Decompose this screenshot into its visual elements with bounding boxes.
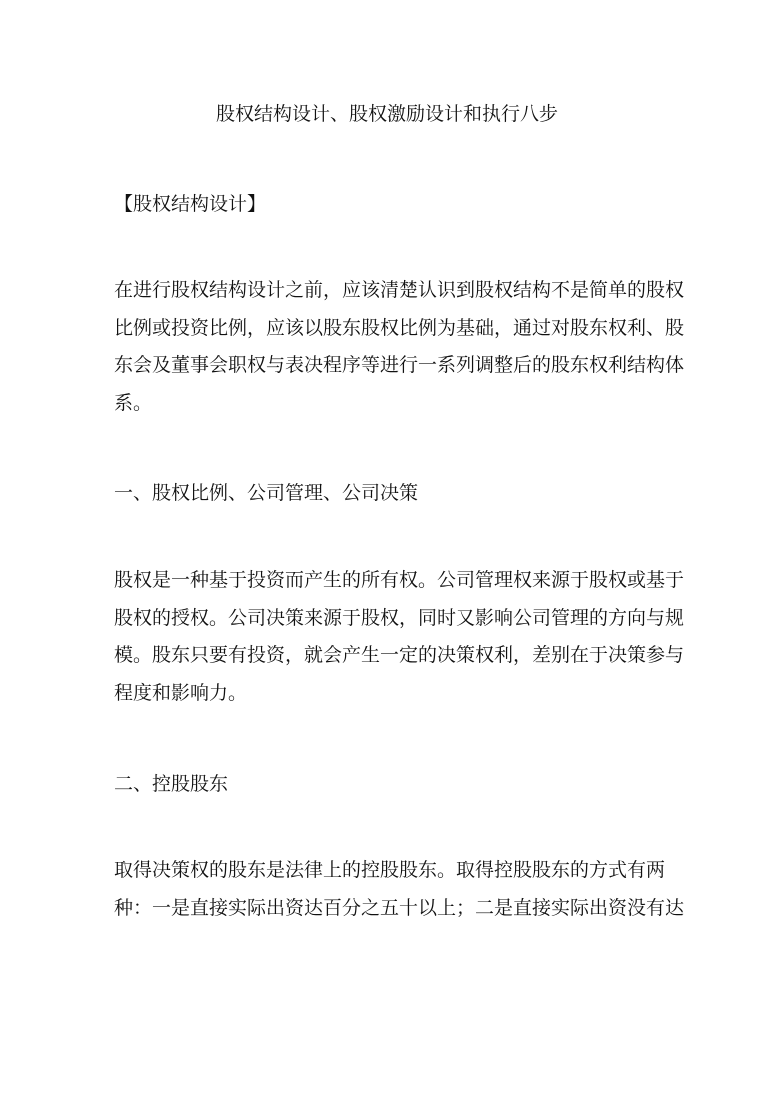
document-title: 股权结构设计、股权激励设计和执行八步 [215,103,558,125]
paragraph-line: 在进行股权结构设计之前，应该清楚认识到股权结构不是简单的股权 [114,279,685,301]
paragraph-line: 股权的授权。公司决策来源于股权，同时又影响公司管理的方向与规 [114,606,685,629]
heading-2: 二、控股股东 [114,773,229,795]
paragraph-line: 取得决策权的股东是法律上的控股股东。取得控股股东的方式有两 [114,859,666,881]
intro-paragraph [114,272,685,422]
paragraph-2 [114,852,685,927]
paragraph-1 [114,562,685,712]
paragraph-line: 东会及董事会职权与表决程序等进行一系列调整后的股东权利结构体 [114,354,685,376]
paragraph-line: 模。股东只要有投资，就会产生一定的决策权利，差别在于决策参与 [114,644,685,666]
paragraph-line: 种：一是直接实际出资达百分之五十以上；二是直接实际出资没有达 [114,896,685,919]
paragraph-line: 股权是一种基于投资而产生的所有权。公司管理权来源于股权或基于 [114,569,685,591]
paragraph-line: 比例或投资比例，应该以股东股权比例为基础，通过对股东权利、股 [114,316,685,339]
heading-1: 一、股权比例、公司管理、公司决策 [114,482,419,504]
paragraph-line: 程度和影响力。 [114,681,248,704]
section-heading: 【股权结构设计】 [114,193,267,215]
paragraph-line: 系。 [114,391,153,414]
